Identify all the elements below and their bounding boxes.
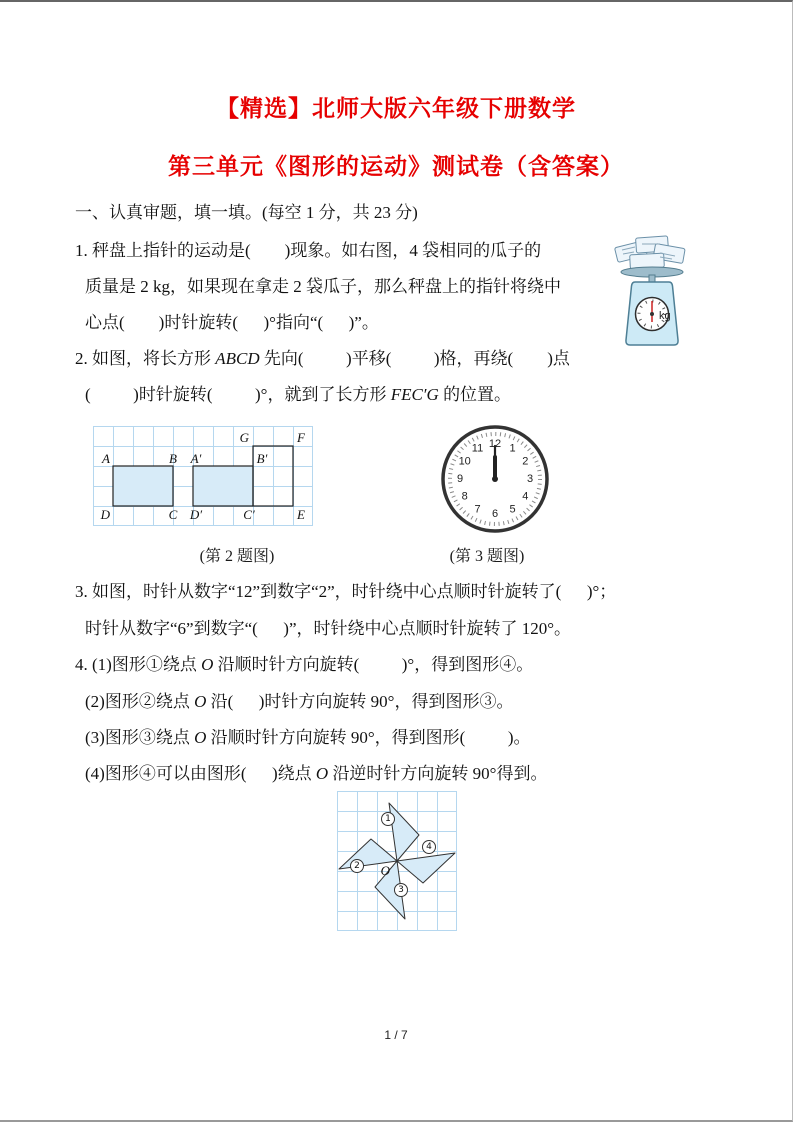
question-4-part-3: (3)图形③绕点 O 沿顺时针方向旋转 90°，得到图形( )。 xyxy=(85,728,531,747)
vertex-label-B: B xyxy=(169,451,177,466)
vertex-label-D-prime: D′ xyxy=(189,507,203,522)
svg-text:4: 4 xyxy=(426,842,432,852)
clock-number-12: 12 xyxy=(488,438,502,450)
vertex-label-F: F xyxy=(297,430,305,445)
clock-number-9: 9 xyxy=(456,473,464,485)
question-3-line-2: 时针从数字“6”到数字“( )”，时针绕中心点顺时针旋转了 120°。 xyxy=(85,619,572,638)
question-1-line-3: 心点( )时针旋转( )°指向“( )”。 xyxy=(85,313,379,332)
scale-plate xyxy=(621,267,683,283)
question-2-line-1: 2. 如图，将长方形 ABCD 先向( )平移( )格，再绕( )点 xyxy=(75,349,570,368)
question-4-part-2: (2)图形②绕点 O 沿( )时针方向旋转 90°，得到图形③。 xyxy=(85,692,514,711)
vertex-label-C-prime: C′ xyxy=(243,507,255,522)
question-1-line-1: 1. 秤盘上指针的运动是( )现象。如右图，4 袋相同的瓜子的 xyxy=(75,241,542,260)
question-4-part-4: (4)图形④可以由图形( )绕点 O 沿逆时针方向旋转 90°得到。 xyxy=(85,764,548,783)
vertex-label-D: D xyxy=(100,507,110,522)
figure-kitchen-scale xyxy=(608,234,700,346)
clock-number-3: 3 xyxy=(526,473,534,485)
vertex-label-A: A xyxy=(102,451,110,466)
vertex-label-G: G xyxy=(239,430,249,445)
blade-4 xyxy=(397,853,455,883)
clock-number-6: 6 xyxy=(491,508,499,520)
svg-text:1: 1 xyxy=(385,814,391,824)
clock-icon xyxy=(440,424,550,534)
clock-center-dot xyxy=(492,476,498,482)
scale-unit-label: kg xyxy=(659,310,671,322)
question-2-line-2: ( )时针旋转( )°，就到了长方形 FEC′G 的位置。 xyxy=(85,385,512,404)
grid-shapes xyxy=(93,426,313,526)
clock-number-10: 10 xyxy=(458,455,471,468)
circled-label-3 xyxy=(395,884,408,897)
question-4-part-1: 4. (1)图形①绕点 O 沿顺时针方向旋转( )°，得到图形④。 xyxy=(75,655,534,674)
center-point-label: O xyxy=(380,863,390,878)
figure-question-2-grid xyxy=(93,426,313,526)
vertex-label-A-prime: A′ xyxy=(190,451,202,466)
figure-clock xyxy=(440,424,550,534)
page-number: 1 / 7 xyxy=(384,1028,408,1042)
doc-title-line2: 第三单元《图形的运动》测试卷（含答案） xyxy=(168,154,624,179)
pinwheel-shapes xyxy=(337,791,457,931)
figure-caption-q2: (第 2 题图) xyxy=(199,548,275,565)
svg-text:2: 2 xyxy=(354,861,360,871)
rectangle-ABCD xyxy=(113,466,173,506)
circled-label-4 xyxy=(423,841,436,854)
doc-title-line1: 【精选】北师大版六年级下册数学 xyxy=(216,96,576,121)
center-point-O xyxy=(395,859,398,862)
circled-label-1 xyxy=(382,813,395,826)
vertex-label-E: E xyxy=(297,507,305,522)
rectangle-A1B1C1D1 xyxy=(193,466,253,506)
figure-caption-q3: (第 3 题图) xyxy=(449,548,525,565)
figure-pinwheel-grid xyxy=(337,791,457,931)
vertex-label-C: C xyxy=(168,507,178,522)
question-1-line-2: 质量是 2 kg，如果现在拿走 2 袋瓜子，那么秤盘上的指针将绕中 xyxy=(85,277,561,296)
clock-number-11: 11 xyxy=(471,442,484,455)
clock-number-5: 5 xyxy=(509,503,516,516)
section-heading: 一、认真审题，填一填。(每空 1 分，共 23 分) xyxy=(75,203,418,222)
circled-label-2 xyxy=(351,860,364,873)
question-3-line-1: 3. 如图，时针从数字“12”到数字“2”，时针绕中心点顺时针旋转了( )°； xyxy=(75,582,617,601)
clock-number-4: 4 xyxy=(522,490,529,503)
clock-number-1: 1 xyxy=(509,442,516,455)
blade-1 xyxy=(389,803,419,861)
clock-number-2: 2 xyxy=(522,455,529,468)
clock-number-7: 7 xyxy=(474,503,481,516)
svg-text:3: 3 xyxy=(398,885,404,895)
clock-number-8: 8 xyxy=(461,490,468,503)
kitchen-scale-icon xyxy=(608,234,700,346)
vertex-label-B-prime: B′ xyxy=(256,451,268,466)
seed-bags xyxy=(615,236,686,269)
